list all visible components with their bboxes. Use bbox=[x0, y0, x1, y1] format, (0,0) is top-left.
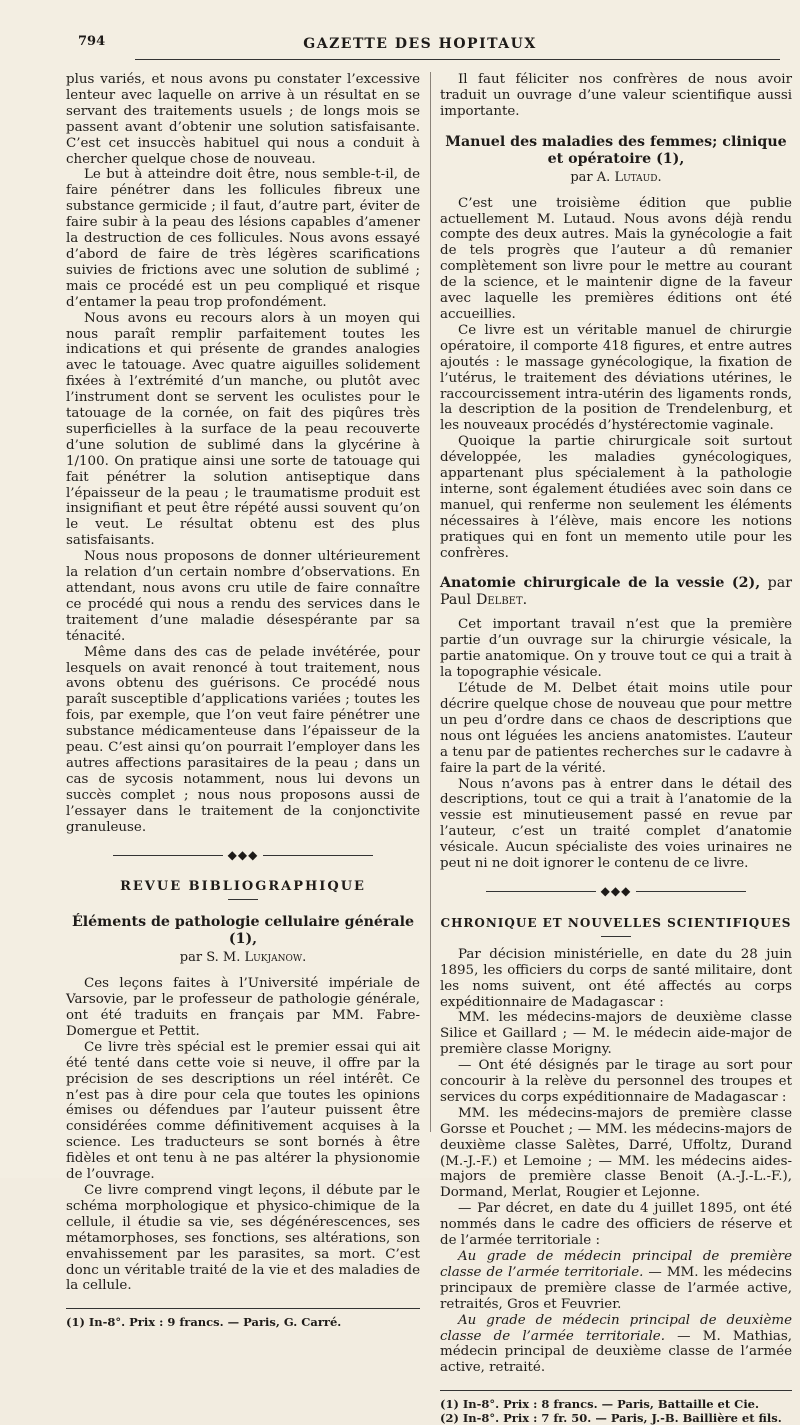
footnote: (2) In-8°. Prix : 7 fr. 50. — Paris, J.-B. Baillière et fils. bbox=[440, 1411, 782, 1425]
running-title: GAZETTE DES HOPITAUX bbox=[303, 36, 537, 52]
paragraph: Quoique la partie chirurgicale soit surtout développée, les maladies gynécologiques, appartenant plus spécialement à la pathologie interne, sont également étudiées avec soin dans ce manuel, qui renferme non seulement les éléments nécessaires à l’élève, mais encore les notions pratiques qui en font un memento utile pour les confrères. bbox=[440, 434, 792, 561]
heading-rule bbox=[228, 899, 258, 900]
book-author: par S. M. Lukjanow. bbox=[179, 950, 307, 966]
paragraph: Le but à atteindre doit être, nous semble-t-il, de faire pénétrer dans les follicules fibreux une substance germicide ; il faut, d’autre part, éviter de faire subir à la peau des lésions capables d’amener la destruction de ces follicules. Nous avons essayé d’abord de faire de très légères scarifications suivies de frictions avec une solution de sublimé ; mais ce procédé est un peu compliqué et risque d’entamer la peau trop profondément. bbox=[66, 167, 420, 310]
footnote-rule bbox=[66, 1308, 420, 1309]
heading-rule bbox=[601, 936, 631, 937]
paragraph: L’étude de M. Delbet était moins utile pour décrire quelque chose de nouveau que pour mettre un peu d’ordre dans ce chaos de descriptions que nous ont léguées les anciens anatomistes. L’auteur a tenu par de patientes recherches sur le cadavre à faire la part de la vérité. bbox=[440, 681, 792, 776]
paragraph: — Par décret, en date du 4 juillet 1895, ont été nommés dans le cadre des officiers de réserve et de l’armée territoriale : bbox=[440, 1201, 792, 1249]
book-title: Manuel des maladies des femmes; clinique et opératoire (1), bbox=[445, 133, 787, 167]
page-number: 794 bbox=[78, 34, 106, 49]
column-separator bbox=[430, 72, 431, 1132]
header-rule bbox=[135, 59, 780, 60]
book-title: Éléments de pathologie cellulaire générale (1), bbox=[71, 914, 415, 948]
paragraph: plus variés, et nous avons pu constater l’excessive lenteur avec laquelle on arrive à un résultat en se servant des traitements usuels ; de longs mois se passent avant d’obtenir une solution satisfaisante. C’est cet insuccès habituel qui nous a conduit à chercher quelque chose de nouveau. bbox=[66, 72, 420, 167]
footnote: (1) In-8°. Prix : 9 francs. — Paris, G. Carré. bbox=[66, 1315, 342, 1330]
section-divider: ◆◆◆ bbox=[66, 848, 420, 864]
paragraph: Par décision ministérielle, en date du 28 juin 1895, les officiers du corps de santé militaire, dont les noms suivent, ont été affectés au corps expéditionnaire de Madagascar : bbox=[440, 946, 792, 1010]
section-heading: CHRONIQUE ET NOUVELLES SCIENTIFIQUES bbox=[440, 915, 792, 930]
paragraph: Nous nous proposons de donner ultérieurement la relation d’un certain nombre d’observations. En attendant, nous avons cru utile de faire connaître ce procédé qui nous a rendu des services dans le traitement d’une maladie désespérante par sa ténacité. bbox=[66, 549, 420, 644]
paragraph: Au grade de médecin principal de deuxième classe de l’armée territoriale. — M. Mathias, médecin principal de deuxième classe de l’armée active, retraité. bbox=[440, 1312, 792, 1376]
paragraph: Il faut féliciter nos confrères de nous avoir traduit un ouvrage d’une valeur scientifique aussi importante. bbox=[440, 72, 792, 119]
paragraph: MM. les médecins-majors de deuxième classe Silice et Gaillard ; — M. le médecin aide-major de première classe Morigny. bbox=[440, 1010, 792, 1058]
right-column bbox=[440, 72, 792, 1425]
page-header bbox=[60, 34, 780, 56]
footnote-rule bbox=[440, 1390, 792, 1391]
footnote: (1) In-8°. Prix : 8 francs. — Paris, Battaille et Cie. bbox=[440, 1397, 760, 1412]
paragraph: Même dans des cas de pelade invétérée, pour lesquels on avait renoncé à tout traitement, nous avons obtenu des guérisons. Ce procédé nous paraît susceptible d’applications variées ; toutes les fois, par exemple, que l’on veut faire pénétrer une substance médicamenteuse dans l’épaisseur de la peau. C’est ainsi qu’on pourrait l’employer dans les autres affections parasitaires de la peau ; dans un cas de sycosis notamment, nous lui devons un succès complet ; nous nous proposons aussi de l’essayer dans le traitement de la conjonctivite granuleuse. bbox=[66, 644, 420, 835]
book-author: par A. Lutaud. bbox=[570, 169, 662, 185]
book-title: Anatomie chirurgicale de la vessie (2), par Paul Delbet. bbox=[440, 575, 792, 609]
paragraph: Ce livre est un véritable manuel de chirurgie opératoire, il comporte 418 figures, et entre autres ajoutés : le massage gynécologique, la fixation de l’utérus, le traitement des déviations utérines, le raccourcissement intra-utérin des ligaments ronds, la description de la position de Trendelenburg, et les nouveaux procédés d’hystérectomie vaginale. bbox=[440, 322, 792, 434]
paragraph: Ce livre comprend vingt leçons, il débute par le schéma morphologique et physico-chimique de la cellule, il étudie sa vie, ses dégénérescences, ses métamorphoses, ses fonctions, ses altérations, son envahissement par les parasites, sa mort. C’est donc un véritable traité de la vie et des maladies de la cellule. bbox=[66, 1183, 420, 1294]
section-heading: REVUE BIBLIOGRAPHIQUE bbox=[120, 879, 366, 895]
paragraph: C’est une troisième édition que publie actuellement M. Lutaud. Nous avons déjà rendu compte des deux autres. Mais la gynécologie a fait de tels progrès que l’auteur a dû remanier complètement son livre pour le mettre au courant de la science, et le maintenir digne de la faveur avec laquelle les premières éditions ont été accueillies. bbox=[440, 195, 792, 322]
paragraph: Cet important travail n’est que la première partie d’un ouvrage sur la chirurgie vésicale, la partie anatomique. On y trouve tout ce qui a trait à la topographie vésicale. bbox=[440, 617, 792, 681]
paragraph: — Ont été désignés par le tirage au sort pour concourir à la relève du personnel des troupes et services du corps expéditionnaire de Madagascar : bbox=[440, 1058, 792, 1105]
paragraph: Nous n’avons pas à entrer dans le détail des descriptions, tout ce qui a trait à l’anatomie de la vessie est minutieusement passé en revue par l’auteur, c’est un traité complet d’anatomie vésicale. Aucun spécialiste des voies urinaires ne peut ni ne doit ignorer le contenu de ce livre. bbox=[440, 776, 792, 872]
paragraph: MM. les médecins-majors de première classe Gorsse et Pouchet ; — MM. les médecins-majors de deuxième classe Salètes, Darré, Uffoltz, Durand (M.-J.-F.) et Lemoine ; — MM. les médecins aides-majors de première classe Benoit (A.-J.-L.-F.), Dormand, Merlat, Rougier et Lejonne. bbox=[440, 1105, 792, 1201]
left-column bbox=[66, 72, 420, 1329]
paragraph: Au grade de médecin principal de première classe de l’armée territoriale. — MM. les médecins principaux de première classe de l’armée active, retraités, Gros et Feuvrier. bbox=[440, 1249, 792, 1312]
paragraph: Ces leçons faites à l’Université impériale de Varsovie, par le professeur de pathologie générale, ont été traduits en français par MM. Fabre-Domergue et Pettit. bbox=[66, 976, 420, 1039]
paragraph: Nous avons eu recours alors à un moyen qui nous paraît remplir parfaitement toutes les indications et qui présente de grandes analogies avec le tatouage. Avec quatre aiguilles solidement fixées à l’extrémité d’un manche, ou plutôt avec l’instrument dont se servent les oculistes pour le tatouage de la cornée, on fait des piqûres très superficielles à la surface de la peau recouverte d’une solution de sublimé dans la glycérine à 1/100. On pratique ainsi une sorte de tatouage qui fait pénétrer la solution antiseptique dans l’épaisseur de la peau ; le traumatisme produit est insignifiant et peut être répété aussi souvent qu’on le veut. Le résultat obtenu est des plus satisfaisants. bbox=[66, 310, 420, 549]
section-divider: ◆◆◆ bbox=[440, 884, 792, 900]
paragraph: Ce livre très spécial est le premier essai qui ait été tenté dans cette voie si neuve, il offre par la précision de ses descriptions un réel intérêt. Ce n’est pas à dire pour cela que toutes les opinions émises ou défendues par l’auteur puissent être considérées comme définitivement acquises à la science. Les traducteurs se sont bornés à être fidèles et ont tenu à ne pas altérer la physionomie de l’ouvrage. bbox=[66, 1039, 420, 1183]
